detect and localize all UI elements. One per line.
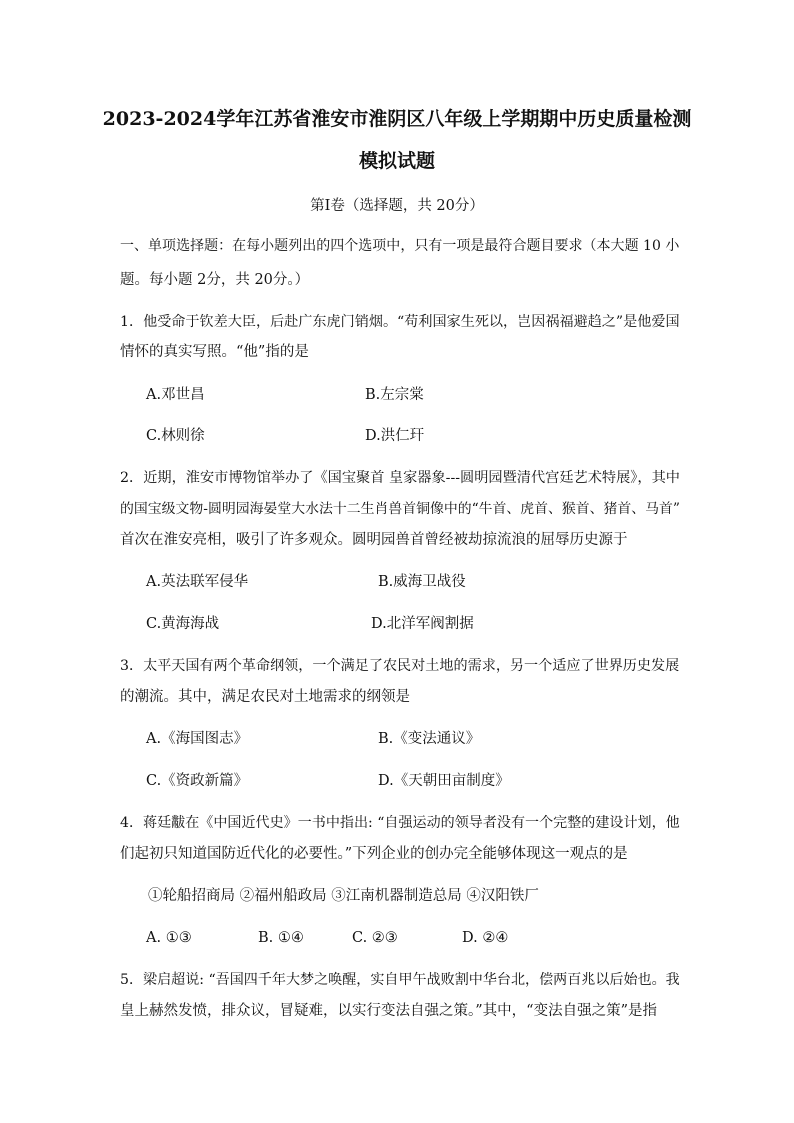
question-4-option-c: C. ②③ (352, 930, 398, 946)
question-3-option-a: A.《海国图志》 (146, 731, 249, 747)
document-title-line-2: 模拟试题 (358, 150, 435, 172)
question-2-option-b: B.威海卫战役 (378, 574, 466, 590)
question-3-option-b: B.《变法通议》 (378, 731, 481, 747)
question-1-line-2: 情怀的真实写照。“他”指的是 (120, 344, 309, 360)
question-3-line-1: 3．太平天国有两个革命纲领，一个满足了农民对土地的需求，另一个适应了世界历史发展 (120, 658, 680, 674)
question-1-line-1: 1．他受命于钦差大臣，后赴广东虎门销烟。“苟利国家生死以，岂因祸福避趋之”是他爱国 (120, 314, 680, 330)
document-title-line-1: 2023-2024学年江苏省淮安市淮阴区八年级上学期期中历史质量检测 (102, 108, 692, 130)
question-4-option-d: D. ②④ (462, 930, 509, 946)
question-4-line-2: 们起初只知道国防近代化的必要性。”下列企业的创办完全能够体现这一观点的是 (120, 846, 628, 862)
question-3-option-d: D.《天朝田亩制度》 (378, 773, 510, 789)
question-4-items: ①轮船招商局 ②福州船政局 ③江南机器制造总局 ④汉阳铁厂 (148, 888, 539, 904)
question-1-option-c: C.林则徐 (146, 428, 205, 444)
question-2-line-2: 的国宝级文物-圆明园海晏堂大水法十二生肖兽首铜像中的“牛首、虎首、猴首、猪首、马首” (120, 501, 681, 517)
question-1-option-b: B.左宗棠 (365, 387, 424, 403)
question-5-line-2: 皇上赫然发愤，排众议，冒疑难，以实行变法自强之策。”其中，“变法自强之策”是指 (120, 1003, 657, 1019)
question-2-line-3: 首次在淮安亮相，吸引了许多观众。圆明园兽首曾经被劫掠流浪的屈辱历史源于 (120, 532, 628, 548)
question-4-line-1: 4．蒋廷黻在《中国近代史》一书中指出: “自强运动的领导者没有一个完整的建设计划，他 (120, 815, 680, 831)
question-3-option-c: C.《资政新篇》 (146, 773, 249, 789)
question-2-option-a: A.英法联军侵华 (146, 574, 249, 590)
question-1-option-a: A.邓世昌 (146, 387, 205, 403)
question-4-option-a: A. ①③ (146, 930, 192, 946)
instructions-line-2: 题。每小题 2分，共 20分。） (120, 272, 310, 288)
question-4-option-b: B. ①④ (258, 930, 304, 946)
instructions-line-1: 一、单项选择题：在每小题列出的四个选项中，只有一项是最符合题目要求（本大题 10 小 (120, 238, 680, 254)
question-1-option-d: D.洪仁玕 (365, 428, 425, 444)
question-2-line-1: 2．近期，淮安市博物馆举办了《国宝聚首 皇家器象---圆明园暨清代宫廷艺术特展》，其中 (120, 470, 680, 486)
question-2-option-d: D.北洋军阀割据 (371, 616, 474, 632)
question-5-line-1: 5．梁启超说: “吾国四千年大梦之唤醒，实自甲午战败割中华台北，偿两百兆以后始也。我 (120, 972, 680, 988)
question-2-option-c: C.黄海海战 (146, 616, 220, 632)
section-subtitle: 第Ⅰ卷（选择题，共 20分） (310, 198, 484, 214)
question-3-line-2: 的潮流。其中，满足农民对土地需求的纲领是 (120, 689, 410, 705)
